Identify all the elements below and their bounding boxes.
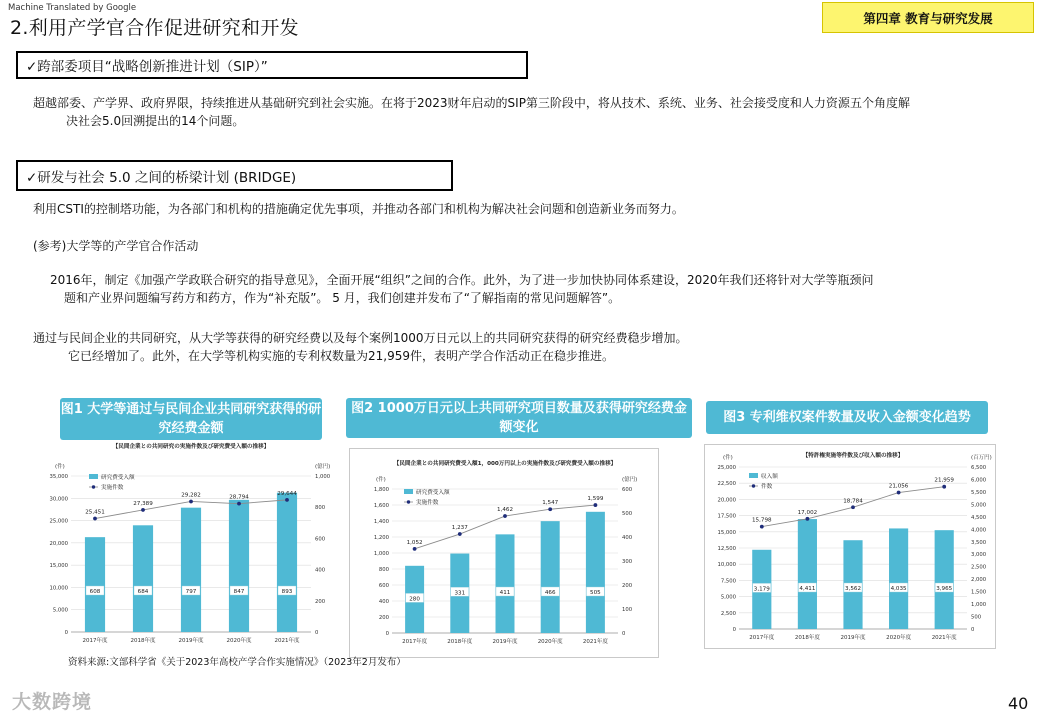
right-tick-label: 400 — [315, 567, 326, 574]
left-tick-label: 20,000 — [717, 497, 736, 504]
bar-data-label: 411 — [499, 590, 511, 596]
chart-svg — [350, 449, 660, 659]
line-point — [548, 507, 552, 511]
joint-text-line2: 它已经增加了。此外，在大学等机构实施的专利权数量为21,959件，表明产学合作活动正在稳步推进。 — [68, 349, 614, 363]
x-tick-label: 2020年度 — [886, 635, 912, 641]
bar — [541, 521, 560, 633]
legend-bar-swatch — [89, 474, 98, 479]
right-tick-label: 3,500 — [971, 539, 987, 546]
right-tick-label: 600 — [315, 536, 326, 543]
legend-bar-label: 研究費受入額 — [101, 475, 135, 481]
left-tick-label: 10,000 — [717, 562, 736, 569]
left-axis-unit: (件) — [723, 455, 733, 461]
chart-svg — [705, 445, 997, 650]
line-data-label: 25,451 — [85, 509, 105, 516]
line-point — [458, 532, 462, 536]
sip-text-line1: 超越部委、产学界、政府界限，持续推进从基础研究到社会实施。在将于2023财年启动的SIP第三阶段中，将从技术、系统、业务、社会接受度和人力资源五个角度解 — [33, 96, 910, 110]
bar-data-label: 797 — [185, 589, 197, 595]
right-tick-label: 1,000 — [315, 474, 331, 480]
right-tick-label: 200 — [622, 583, 633, 589]
reference-text-line2: 题和产业界问题编写药方和药方，作为“补充版”。 5 月，我们创建并发布了“了解指南的常见问题解答”。 — [64, 291, 621, 305]
left-tick-label: 10,000 — [49, 585, 68, 592]
bridge-text: 利用CSTI的控制塔功能，为各部门和机构的措施确定优先事项，并推动各部门和机构为解决社会问题和创造新业务而努力。 — [33, 202, 684, 216]
left-tick-label: 400 — [378, 599, 389, 605]
line-point — [503, 514, 507, 518]
reference-text-line1: 2016年，制定《加强产学政联合研究的指导意见》，全面开展“组织”之间的合作。此外，为了进一步加快协同体系建设，2020年我们还将针对大学等瓶颈问 — [50, 273, 874, 287]
line-data-label: 17,002 — [797, 509, 818, 516]
left-tick-label: 20,000 — [49, 540, 68, 547]
left-axis-unit: (件) — [55, 464, 65, 470]
left-tick-label: 35,000 — [49, 474, 68, 480]
bar-data-label: 505 — [590, 590, 601, 596]
right-tick-label: 1,500 — [971, 589, 987, 596]
left-tick-label: 800 — [378, 567, 389, 573]
bar — [85, 537, 105, 632]
line-point — [806, 517, 810, 521]
chart-svg — [33, 434, 348, 656]
left-tick-label: 2,500 — [720, 610, 736, 617]
right-tick-label: 0 — [622, 631, 626, 637]
page-number: 40 — [1008, 694, 1029, 713]
figure1-caption: 图1 大学等通过与民间企业共同研究获得的研究经费金额 — [60, 398, 322, 440]
x-tick-label: 2018年度 — [130, 638, 156, 644]
chart-title: 【特許権実施等件数及び収入額の推移】 — [802, 453, 904, 459]
x-tick-label: 2021年度 — [582, 639, 608, 645]
left-tick-label: 5,000 — [720, 594, 736, 601]
left-tick-label: 1,400 — [373, 519, 389, 525]
x-tick-label: 2020年度 — [537, 639, 563, 645]
left-tick-label: 15,000 — [717, 529, 736, 536]
left-tick-label: 1,600 — [373, 503, 389, 509]
figure2-caption: 图2 1000万日元以上共同研究项目数量及获得研究经费金额变化 — [346, 398, 692, 438]
legend-line-label: 実施件数 — [101, 485, 124, 491]
x-tick-label: 2019年度 — [178, 638, 204, 644]
right-tick-label: 200 — [315, 598, 326, 605]
line-data-label: 29,644 — [277, 490, 297, 497]
bar — [586, 512, 605, 633]
line-point — [851, 505, 855, 509]
bar-data-label: 847 — [233, 589, 245, 595]
line-point — [141, 508, 145, 512]
right-tick-label: 600 — [622, 487, 633, 493]
bar — [798, 519, 817, 629]
bar — [889, 528, 908, 629]
bar — [181, 508, 201, 632]
right-tick-label: 300 — [622, 559, 633, 565]
right-tick-label: 100 — [622, 607, 633, 613]
bar — [229, 500, 249, 632]
line-data-label: 1,237 — [451, 525, 468, 532]
left-tick-label: 1,000 — [373, 551, 389, 557]
bar-data-label: 3,179 — [753, 586, 770, 593]
x-tick-label: 2018年度 — [447, 639, 473, 645]
reference-heading: (参考)大学等的产学官合作活动 — [33, 239, 199, 253]
left-tick-label: 30,000 — [49, 496, 68, 503]
bar-data-label: 280 — [409, 596, 420, 603]
left-tick-label: 600 — [378, 583, 389, 589]
right-tick-label: 2,500 — [971, 564, 987, 571]
left-tick-label: 5,000 — [52, 607, 68, 614]
watermark-logo: 大数跨境 — [12, 691, 93, 713]
right-axis-unit: (億円) — [315, 464, 331, 470]
figure3-caption: 图3 专利维权案件数量及收入金额变化趋势 — [706, 401, 988, 434]
line-data-label: 21,056 — [888, 483, 909, 490]
source-note: 资料来源:文部科学省《关于2023年高校产学合作实施情况》（2023年2月发布） — [68, 657, 406, 668]
bridge-heading-box — [16, 160, 453, 191]
x-tick-label: 2018年度 — [794, 635, 820, 641]
figure3-chart — [704, 444, 996, 649]
sip-text-line2: 决社会5.0回溯提出的14个问题。 — [66, 114, 245, 128]
sip-heading-box — [16, 51, 528, 79]
bar-data-label: 4,411 — [799, 586, 816, 592]
legend-line-marker — [407, 500, 410, 503]
line-point — [594, 503, 598, 507]
bar-data-label: 684 — [137, 589, 149, 595]
line-point — [189, 500, 193, 504]
x-tick-label: 2017年度 — [82, 638, 108, 644]
line-point — [942, 485, 946, 489]
right-axis-unit: (億円) — [622, 477, 638, 483]
left-tick-label: 12,500 — [717, 546, 736, 552]
right-tick-label: 500 — [622, 511, 633, 517]
x-tick-label: 2020年度 — [226, 638, 252, 644]
right-tick-label: 3,000 — [971, 552, 987, 559]
bar-data-label: 3,965 — [936, 586, 953, 592]
x-tick-label: 2017年度 — [402, 639, 428, 645]
line-data-label: 29,282 — [181, 492, 201, 499]
x-tick-label: 2017年度 — [749, 635, 775, 641]
line-point — [237, 502, 241, 506]
left-tick-label: 1,800 — [373, 487, 389, 493]
bar-data-label: 3,562 — [844, 586, 862, 592]
legend-line-label: 実施件数 — [416, 500, 439, 506]
left-tick-label: 15,000 — [49, 563, 68, 570]
bar — [935, 530, 954, 629]
bar-data-label: 331 — [454, 590, 466, 597]
left-axis-unit: (件) — [376, 477, 386, 483]
left-tick-label: 25,000 — [717, 465, 736, 471]
chart-title: 【民間企業との共同研究の実施件数及び研究費受入額の推移】 — [112, 444, 270, 450]
joint-text-line1: 通过与民间企业的共同研究，从大学等获得的研究经费以及每个案例1000万日元以上的共同研究获得的研究经费稳步增加。 — [33, 331, 688, 345]
right-tick-label: 6,000 — [971, 477, 987, 484]
left-tick-label: 17,500 — [717, 513, 736, 520]
line-data-label: 1,599 — [587, 496, 604, 503]
left-tick-label: 0 — [732, 627, 736, 633]
bar — [277, 490, 297, 632]
line-data-label: 28,794 — [229, 494, 249, 501]
line-data-label: 27,389 — [133, 500, 153, 507]
left-tick-label: 7,500 — [720, 578, 736, 585]
bar-data-label: 466 — [544, 590, 556, 596]
left-tick-label: 1,200 — [373, 535, 389, 541]
sip-paragraph — [33, 94, 1028, 130]
bridge-heading: ✓研发与社会 5.0 之间的桥梁计划 (BRIDGE) — [26, 169, 297, 186]
right-tick-label: 4,500 — [971, 514, 987, 521]
right-tick-label: 5,500 — [971, 489, 987, 496]
right-axis-unit: (百万円) — [971, 455, 992, 461]
figure2-chart — [349, 448, 659, 658]
machine-translated-note: Machine Translated by Google — [8, 3, 137, 13]
x-tick-label: 2019年度 — [492, 639, 518, 645]
right-tick-label: 6,500 — [971, 465, 987, 471]
figure1-chart — [32, 433, 347, 655]
legend-bar-swatch — [404, 489, 413, 494]
reference-paragraph — [50, 271, 1025, 307]
left-tick-label: 200 — [378, 615, 389, 621]
right-tick-label: 4,000 — [971, 527, 987, 534]
right-tick-label: 5,000 — [971, 502, 987, 509]
line-data-label: 15,798 — [752, 517, 772, 524]
x-tick-label: 2021年度 — [931, 635, 957, 641]
legend-bar-label: 収入額 — [761, 474, 778, 480]
line-point — [760, 525, 764, 529]
right-tick-label: 800 — [315, 505, 326, 512]
right-tick-label: 0 — [315, 630, 319, 636]
line-data-label: 1,462 — [496, 507, 514, 514]
x-tick-label: 2021年度 — [274, 638, 300, 644]
legend-line-marker — [92, 485, 95, 488]
line-point — [93, 517, 97, 521]
left-tick-label: 25,000 — [49, 518, 68, 525]
chapter-badge: 第四章 教育与研究发展 — [822, 2, 1034, 33]
x-tick-label: 2019年度 — [840, 635, 866, 641]
bar — [133, 525, 153, 632]
bar — [496, 534, 515, 633]
bar-data-label: 4,035 — [890, 586, 907, 592]
chart-title: 【民間企業との共同研究費受入額1，000万円以上の実施件数及び研究費受入額の推移】 — [393, 461, 617, 467]
right-tick-label: 1,000 — [971, 602, 987, 609]
left-tick-label: 22,500 — [717, 481, 736, 488]
joint-research-paragraph — [33, 329, 1023, 365]
legend-bar-label: 研究費受入額 — [416, 490, 450, 496]
right-tick-label: 400 — [622, 535, 633, 541]
page-title: 2.利用产学官合作促进研究和开发 — [10, 17, 299, 39]
bar-data-label: 608 — [89, 589, 101, 595]
sip-heading: ✓跨部委项目“战略创新推进计划（SIP）” — [26, 59, 268, 75]
line-point — [285, 498, 289, 502]
line-point — [413, 547, 417, 551]
line-data-label: 1,547 — [542, 500, 559, 507]
right-tick-label: 500 — [971, 614, 982, 621]
legend-line-marker — [752, 484, 755, 487]
line-data-label: 1,052 — [406, 539, 423, 546]
legend-line-label: 件数 — [761, 484, 773, 490]
right-tick-label: 2,000 — [971, 577, 987, 584]
bar-data-label: 893 — [281, 589, 293, 595]
line-data-label: 21,959 — [934, 477, 954, 484]
left-tick-label: 0 — [385, 631, 389, 637]
right-tick-label: 0 — [971, 627, 975, 633]
left-tick-label: 0 — [64, 630, 68, 636]
line-point — [897, 491, 901, 495]
line-data-label: 18,784 — [843, 498, 863, 505]
legend-bar-swatch — [749, 473, 758, 478]
